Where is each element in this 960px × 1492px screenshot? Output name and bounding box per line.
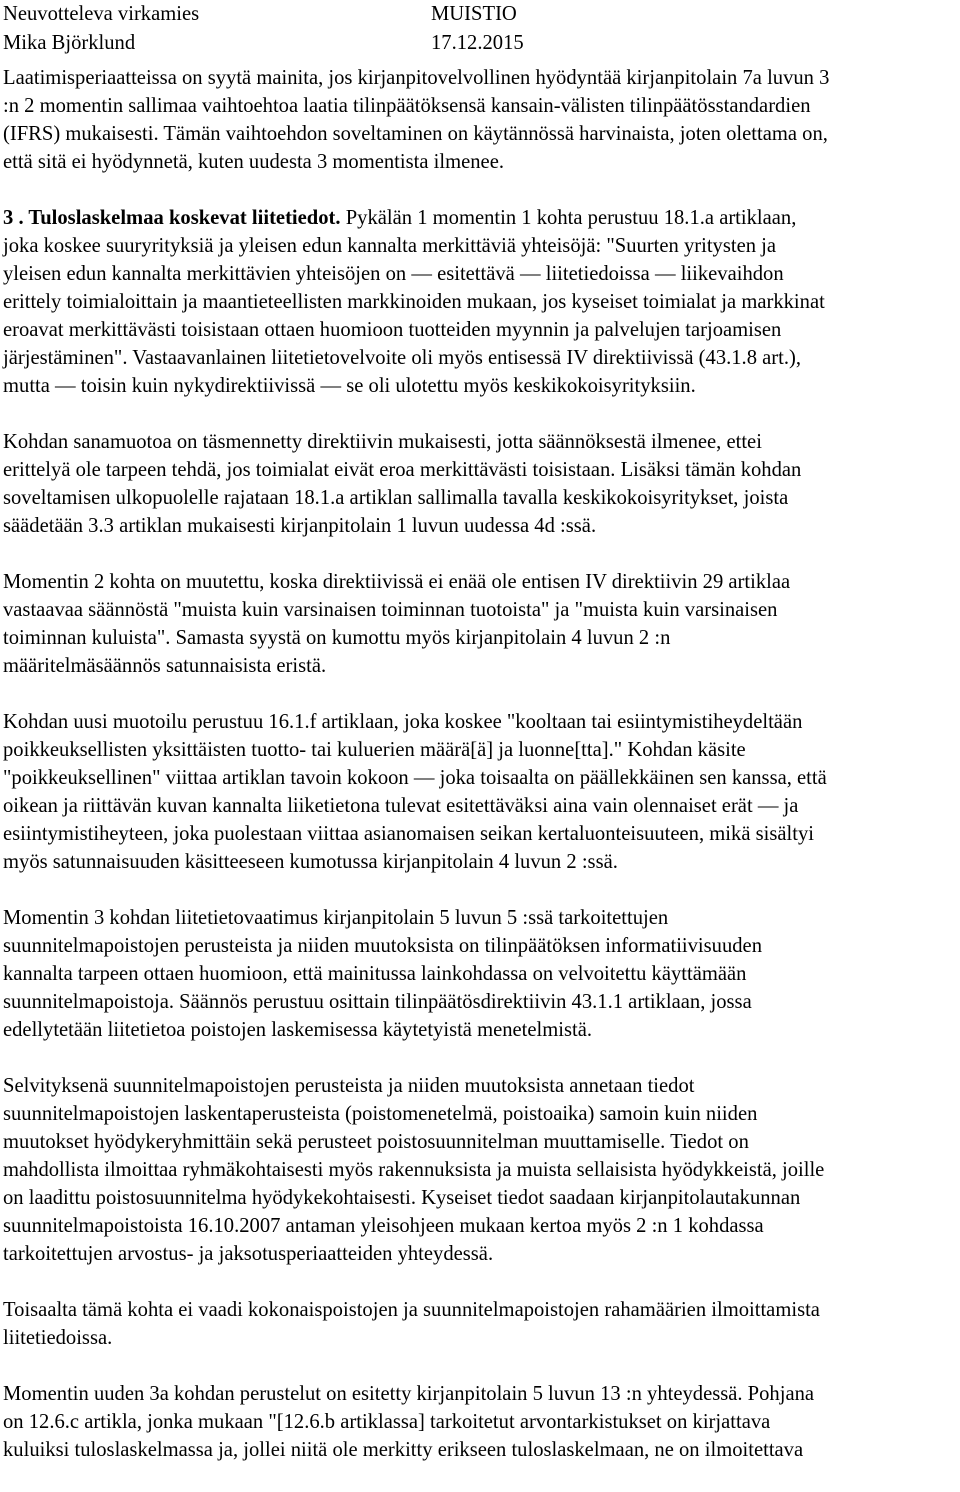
paragraph-3 — [3, 428, 955, 540]
text-line: suunnitelmapoistoista 16.10.2007 antaman yleisohjeen mukaan kertoa myös 2 :n 1 kohdassa — [3, 1215, 764, 1237]
paragraph-8 — [3, 1296, 955, 1352]
paragraph-6 — [3, 904, 955, 1044]
text-line: Kohdan sanamuotoa on täsmennetty direktiivin mukaisesti, jotta säännöksestä ilmenee, ettei — [3, 431, 762, 453]
text-line: oikean ja riittävän kuvan kannalta liiketietona tulevat esitettäväksi aina vain olennaiset erät — ja — [3, 795, 799, 817]
section-number: 3 . — [3, 207, 24, 229]
text-line: mahdollista ilmoittaa ryhmäkohtaisesti myös rakennuksista ja muista sellaisista hyödykkeistä, joille — [3, 1159, 825, 1181]
text-line: määritelmäsäännös satunnaisista eristä. — [3, 655, 327, 677]
memo-header — [3, 0, 960, 58]
document-date: 17.12.2015 — [431, 32, 524, 54]
text-line: että sitä ei hyödynnetä, kuten uudesta 3 momentista ilmenee. — [3, 151, 504, 173]
text-line: (IFRS) mukaisesti. Tämän vaihtoehdon soveltaminen on käytännössä harvinaista, joten olettama on, — [3, 123, 828, 145]
text-line: suunnitelmapoistoja. Säännös perustuu osittain tilinpäätösdirektiivin 43.1.1 artiklaan, jossa — [3, 991, 752, 1013]
text-line: edellytetään liitetietoa poistojen laskemisessa käytetyistä menetelmistä. — [3, 1019, 593, 1041]
text-line: Toisaalta tämä kohta ei vaadi kokonaispoistojen ja suunnitelmapoistojen rahamäärien ilmoittamista — [3, 1299, 820, 1321]
text-line: Selvityksenä suunnitelmapoistojen perusteista ja niiden muutoksista annetaan tiedot — [3, 1075, 695, 1097]
text-line: Laatimisperiaatteissa on syytä mainita, jos kirjanpitovelvollinen hyödyntää kirjanpitolain 7a luvun 3 — [3, 67, 830, 89]
text-line: on laadittu poistosuunnitelma hyödykekohtaisesti. Kyseiset tiedot saadaan kirjanpitolautakunnan — [3, 1187, 801, 1209]
text-line: erittelyä ole tarpeen tehdä, jos toimialat eivät eroa merkittävästi toisistaan. Lisäksi tämän kohdan — [3, 459, 802, 481]
header-row-1 — [3, 0, 960, 29]
paragraph-1 — [3, 64, 955, 176]
paragraph-7 — [3, 1072, 955, 1268]
text-line: myös satunnaisuuden käsitteeseen kumotussa kirjanpitolain 4 luvun 2 :ssä. — [3, 851, 618, 873]
document-type: MUISTIO — [431, 3, 517, 25]
paragraph-4 — [3, 568, 955, 680]
text-line: järjestäminen". Vastaavanlainen liitetietovelvoite oli myös entisessä IV direktiivissä (43.1.8 art.), — [3, 347, 802, 369]
header-row-2 — [3, 29, 960, 58]
text-line: kuluiksi tuloslaskelmassa ja, jollei niitä ole merkitty erikseen tuloslaskelmaan, ne on ilmoitettava — [3, 1439, 804, 1461]
text-line: erittely toimialoittain ja maantieteellisten markkinoiden mukaan, jos kyseiset toimialat ja markkinat — [3, 291, 825, 313]
section-intro: Pykälän 1 momentin 1 kohta perustuu 18.1.a artiklaan, — [340, 207, 797, 229]
text-line: säädetään 3.3 artiklan mukaisesti kirjanpitolain 1 luvun uudessa 4d :ssä. — [3, 515, 597, 537]
text-line: "poikkeuksellinen" viittaa artiklan tavoin kokoon — joka toisaalta on päällekkäinen sen kanssa, että — [3, 767, 827, 789]
text-line: kannalta tarpeen ottaen huomioon, että mainitussa lainkohdassa on velvoitettu käyttämään — [3, 963, 747, 985]
text-line: :n 2 momentin sallimaa vaihtoehtoa laatia tilinpäätöksensä kansain-välisten tilinpäätösstandardien — [3, 95, 811, 117]
text-line: Momentin 2 kohta on muutettu, koska direktiivissä ei enää ole entisen IV direktiivin 29 artiklaa — [3, 571, 791, 593]
text-line: liitetiedoissa. — [3, 1327, 113, 1349]
text-line: soveltamisen ulkopuolelle rajataan 18.1.a artiklan sallimalla tavalla keskikokoisyritykset, joista — [3, 487, 789, 509]
text-line: suunnitelmapoistojen laskentaperusteista (poistomenetelmä, poistoaika) samoin kuin niiden — [3, 1103, 758, 1125]
paragraph-2 — [3, 204, 955, 400]
text-line: muutokset hyödykeryhmittäin sekä perusteet poistosuunnitelman muuttamiselle. Tiedot on — [3, 1131, 749, 1153]
document-body — [3, 64, 955, 1492]
paragraph-5 — [3, 708, 955, 876]
author-title: Neuvotteleva virkamies — [3, 3, 200, 25]
text-line: joka koskee suuryrityksiä ja yleisen edun kannalta merkittäviä yhteisöjä: "Suurten yritysten ja — [3, 235, 777, 257]
text-line: tarkoitettujen arvostus- ja jaksotusperiaatteiden yhteydessä. — [3, 1243, 494, 1265]
text-line: Momentin uuden 3a kohdan perustelut on esitetty kirjanpitolain 5 luvun 13 :n yhteydessä. Pohjana — [3, 1383, 815, 1405]
text-line: yleisen edun kannalta merkittävien yhteisöjen on — esitettävä — liitetiedoissa — liikevaihdon — [3, 263, 784, 285]
text-line: eroavat merkittävästi toisistaan ottaen huomioon tuotteiden myynnin ja palvelujen tarjoamisen — [3, 319, 782, 341]
text-line: vastaavaa säännöstä "muista kuin varsinaisen toiminnan tuotoista" ja "muista kuin varsinaisen — [3, 599, 778, 621]
section-heading-line — [3, 204, 955, 232]
author-name: Mika Björklund — [3, 32, 136, 54]
text-line: poikkeuksellisten yksittäisten tuotto- tai kuluerien määrä[ä] ja luonne[tta]." Kohdan käsite — [3, 739, 746, 761]
section-title: Tuloslaskelmaa koskevat liitetiedot. — [23, 207, 341, 229]
text-line: suunnitelmapoistojen perusteista ja niiden muutoksista on tilinpäätöksen informatiivisuuden — [3, 935, 762, 957]
text-line: toiminnan kuluista". Samasta syystä on kumottu myös kirjanpitolain 4 luvun 2 :n — [3, 627, 671, 649]
text-line: Momentin 3 kohdan liitetietovaatimus kirjanpitolain 5 luvun 5 :ssä tarkoitettujen — [3, 907, 669, 929]
text-line: on 12.6.c artikla, jonka mukaan "[12.6.b artiklassa] tarkoitetut arvontarkistukset on kirjattava — [3, 1411, 771, 1433]
paragraph-9 — [3, 1380, 955, 1464]
text-line: Kohdan uusi muotoilu perustuu 16.1.f artiklaan, joka koskee "kooltaan tai esiintymistiheydeltään — [3, 711, 803, 733]
text-line: esiintymistiheyteen, joka puolestaan viittaa asianomaisen seikan kertaluonteisuuteen, mikä sisältyi — [3, 823, 814, 845]
text-line: mutta — toisin kuin nykydirektiivissä — se oli ulotettu myös keskikokoisyrityksiin. — [3, 375, 696, 397]
